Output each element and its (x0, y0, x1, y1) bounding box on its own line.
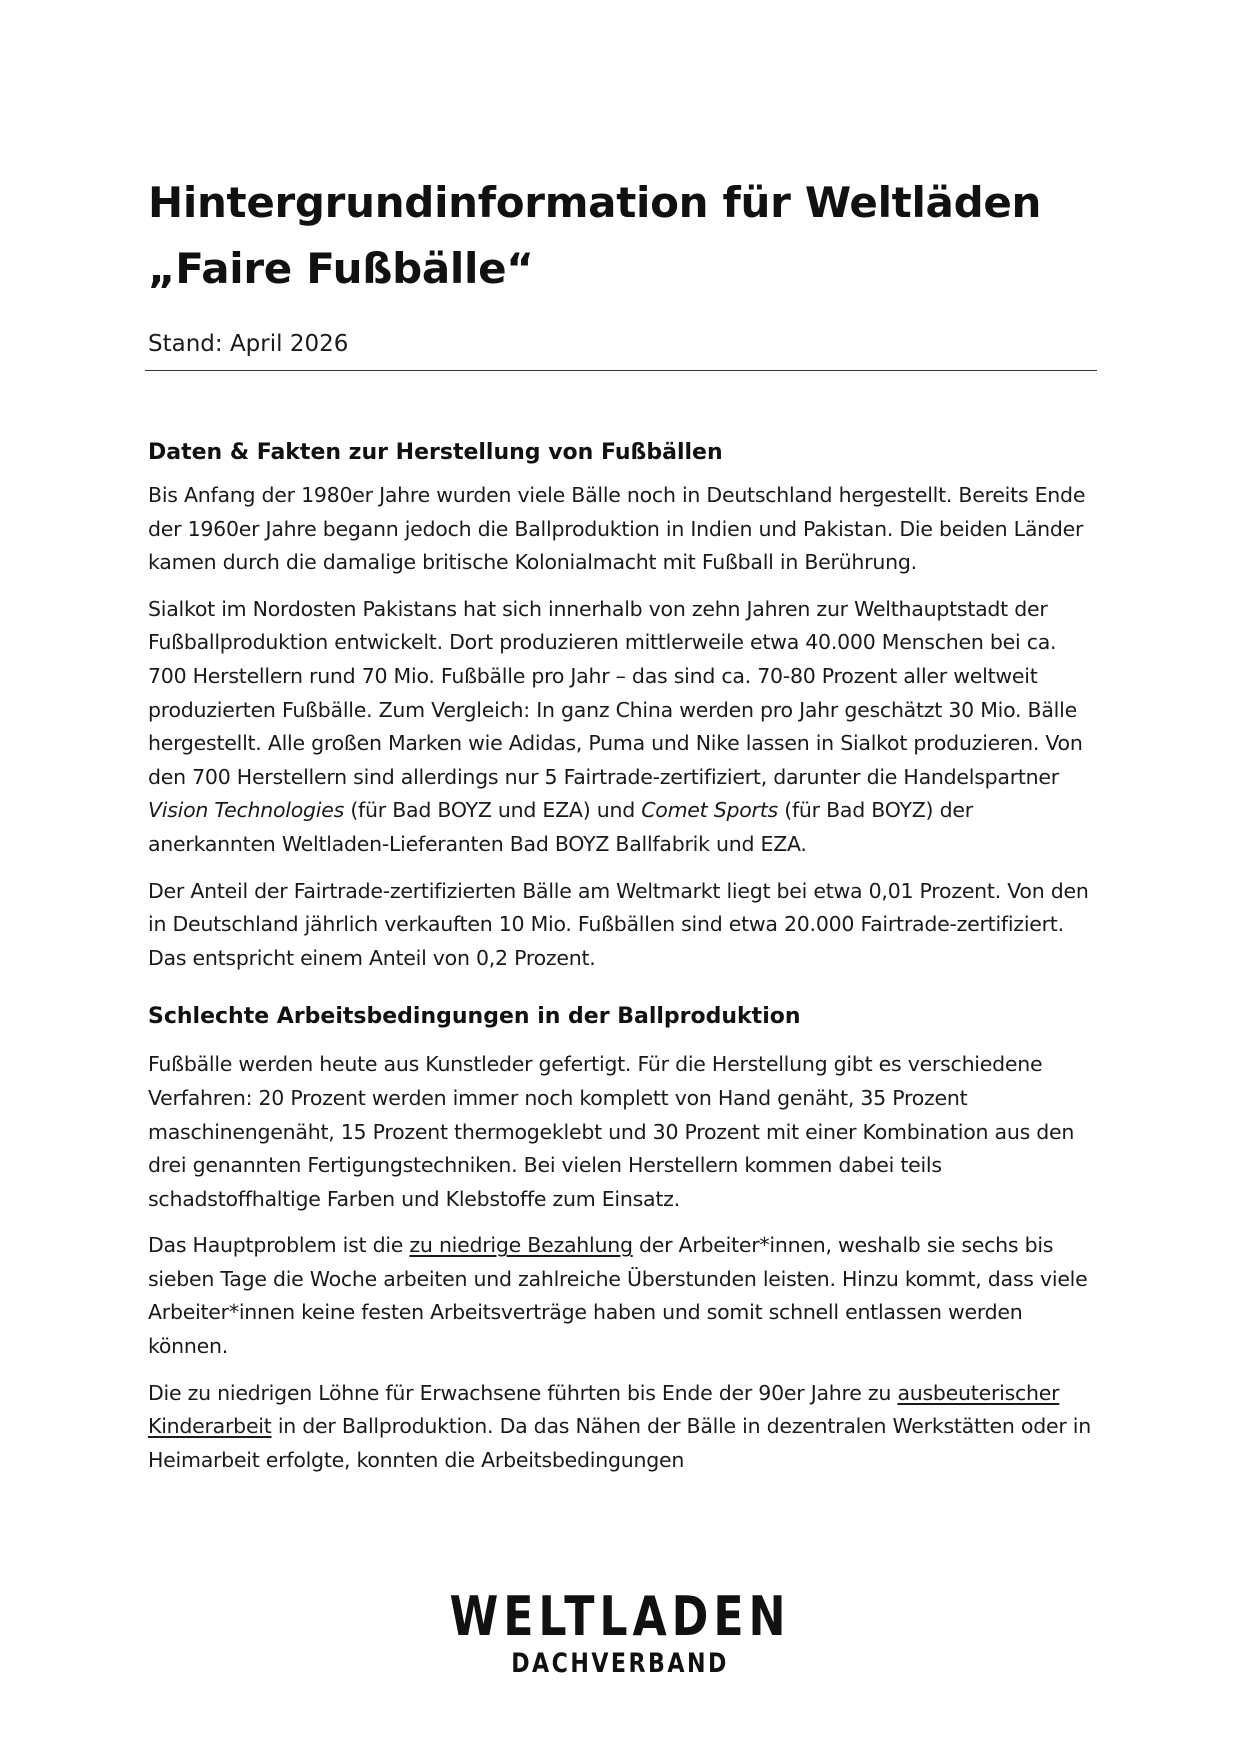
paragraph-conditions-2 (148, 1229, 1098, 1363)
partner-comet-sports: Comet Sports (641, 798, 778, 823)
text-run: (für Bad BOYZ) der anerkannten Weltladen-Lieferanten Bad BOYZ Ballfabrik und EZA. (148, 798, 973, 856)
title-line-1: Hintergrundinformation für Weltläden (148, 178, 1042, 227)
text-run: (für Bad BOYZ und EZA) und (344, 798, 642, 823)
paragraph-conditions-1: Fußbälle werden heute aus Kunstleder gefertigt. Für die Herstellung gibt es verschiedene Verfahren: 20 Prozent werden immer noch komplett von Hand genäht, 35 Prozent maschinengenäht, 15 Prozent thermogeklebt und 30 Prozent mit einer Kombination aus den drei genannten Fertigungstechniken. Bei vielen Herstellern kommen dabei teils schadstoffhaltige Farben und Klebstoffe zum Einsatz. (148, 1052, 1075, 1211)
section-heading-facts: Daten & Fakten zur Herstellung von Fußbällen (148, 440, 723, 465)
document-content (148, 170, 1098, 1477)
weltladen-logo (0, 1585, 1240, 1680)
text-run: der Arbeiter*innen, weshalb sie sechs bis sieben Tage die Woche arbeiten und zahlreiche Überstunden leisten. Hinzu kommt, dass viele Arbeiter*innen keine festen Arbeitsverträge haben und somit schnell entlassen werden können. (148, 1233, 1088, 1359)
text-run: Sialkot im Nordosten Pakistans hat sich innerhalb von zehn Jahren zur Welthauptstadt der Fußballproduktion entwickelt. Dort produzieren mittlerweile etwa 40.000 Menschen bei ca. 700 Herstellern rund 70 Mio. Fußbälle pro Jahr – das sind ca. 70-80 Prozent aller weltweit produzierten Fußbälle. Zum Vergleich: In ganz China werden pro Jahr geschätzt 30 Mio. Bälle hergestellt. Alle großen Marken wie Adidas, Puma und Nike lassen in Sialkot produzieren. Von den 700 Herstellern sind allerdings nur 5 Fairtrade-zertifiziert, darunter die Handelspartner (148, 596, 1083, 789)
link-child-labour[interactable]: ausbeuterischer Kinderarbeit (148, 1380, 1060, 1439)
paragraph-facts-3: Der Anteil der Fairtrade-zertifizierten Bälle am Weltmarkt liegt bei etwa 0,01 Prozent. Von den in Deutschland jährlich verkauften 10 Mio. Fußbällen sind etwa 20.000 Fairtrade-zertifiziert. Das entspricht einem Anteil von 0,2 Prozent. (148, 878, 1089, 970)
paragraph-conditions-3 (148, 1377, 1098, 1478)
partner-vision-technologies: Vision Technologies (148, 798, 345, 823)
document-date: Stand: April 2026 (148, 331, 349, 357)
section-heading-working-conditions: Schlechte Arbeitsbedingungen in der Ballproduktion (148, 1004, 801, 1030)
logo-wordmark: WELTLADEN (449, 1585, 791, 1648)
text-run: Das Hauptproblem ist die (148, 1233, 410, 1258)
title-divider (145, 370, 1097, 371)
text-run: in der Ballproduktion. Da das Nähen der Bälle in dezentralen Werkstätten oder in Heimarbeit erfolgte, konnten die Arbeitsbedingungen (148, 1414, 1091, 1472)
document-title (148, 170, 1098, 302)
link-low-pay[interactable]: zu niedrige Bezahlung (409, 1233, 633, 1258)
title-line-2: „Faire Fußbälle“ (148, 244, 534, 293)
logo-subtitle: DACHVERBAND (511, 1648, 729, 1679)
text-run: Die zu niedrigen Löhne für Erwachsene führten bis Ende der 90er Jahre zu (148, 1380, 898, 1405)
paragraph-facts-2 (148, 593, 1098, 862)
paragraph-facts-1: Bis Anfang der 1980er Jahre wurden viele Bälle noch in Deutschland hergestellt. Bereits Ende der 1960er Jahre begann jedoch die Ballproduktion in Indien und Pakistan. Die beiden Länder kamen durch die damalige britische Kolonialmacht mit Fußball in Berührung. (148, 483, 1086, 575)
